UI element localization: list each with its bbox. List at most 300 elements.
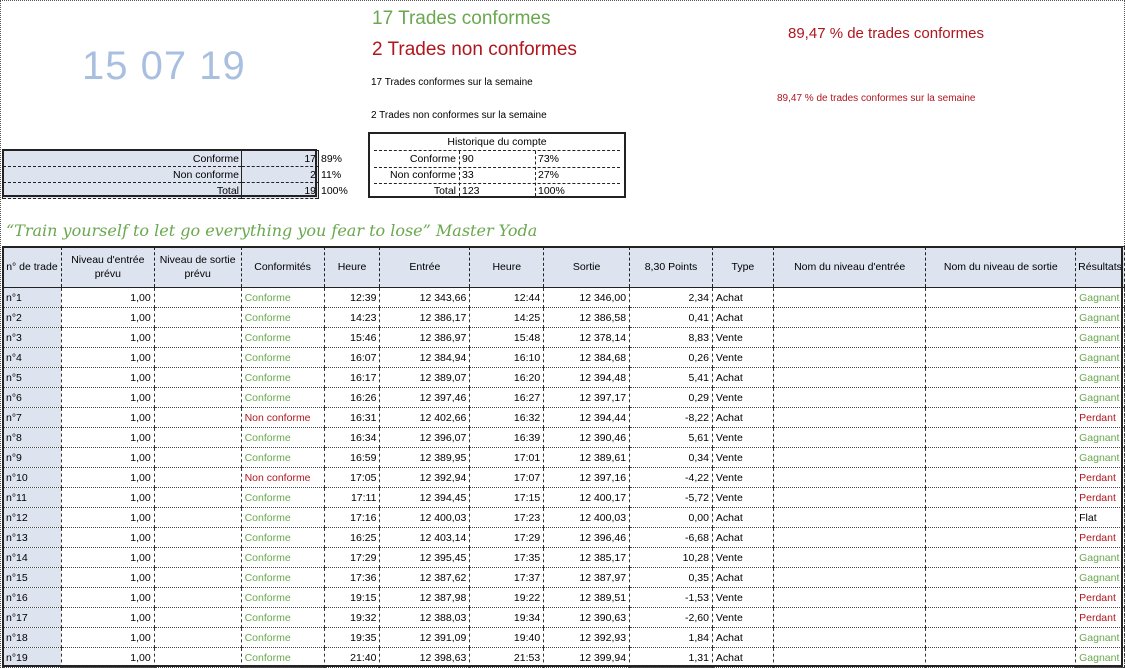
result-cell: Gagnant xyxy=(1076,288,1125,308)
exit-price-cell: 12 389,61 xyxy=(544,448,630,468)
trade-id-cell: n°4 xyxy=(3,348,62,368)
entry-price-cell: 12 387,98 xyxy=(380,588,470,608)
planned-entry-cell: 1,00 xyxy=(61,648,154,668)
column-header: Conformités xyxy=(241,247,324,288)
conformity-percent-title: 89,47 % de trades conformes xyxy=(788,25,984,42)
summary-table xyxy=(2,150,364,199)
trade-id-cell: n°5 xyxy=(3,368,62,388)
entry-level-name-cell xyxy=(773,628,926,648)
result-cell: Perdant xyxy=(1076,468,1125,488)
trade-id-cell: n°14 xyxy=(3,548,62,568)
table-row xyxy=(3,328,1125,348)
result-cell: Gagnant xyxy=(1076,388,1125,408)
result-cell: Gagnant xyxy=(1076,348,1125,368)
exit-time-cell: 21:53 xyxy=(470,648,544,668)
entry-price-cell: 12 389,95 xyxy=(380,448,470,468)
trade-type-cell: Achat xyxy=(712,308,773,328)
result-cell: Gagnant xyxy=(1076,648,1125,668)
planned-exit-cell xyxy=(154,548,241,568)
exit-level-name-cell xyxy=(926,388,1076,408)
entry-level-name-cell xyxy=(773,288,926,308)
exit-price-cell: 12 390,46 xyxy=(544,428,630,448)
exit-level-name-cell xyxy=(926,308,1076,328)
trade-id-cell: n°2 xyxy=(3,308,62,328)
trade-type-cell: Achat xyxy=(712,288,773,308)
exit-time-cell: 17:35 xyxy=(470,548,544,568)
account-history-box xyxy=(368,132,626,198)
conformity-cell: Conforme xyxy=(241,328,324,348)
planned-exit-cell xyxy=(154,528,241,548)
exit-price-cell: 12 399,94 xyxy=(544,648,630,668)
entry-time-cell: 17:29 xyxy=(324,548,380,568)
trade-type-cell: Achat xyxy=(712,368,773,388)
trade-type-cell: Achat xyxy=(712,648,773,668)
planned-exit-cell xyxy=(154,648,241,668)
session-date: 15 07 19 xyxy=(82,44,246,88)
planned-entry-cell: 1,00 xyxy=(61,568,154,588)
conformity-cell: Conforme xyxy=(241,388,324,408)
history-label: Total xyxy=(433,185,456,197)
conformity-cell: Non conforme xyxy=(241,408,324,428)
account-history-title: Historique du compte xyxy=(447,136,547,148)
history-row xyxy=(370,168,624,183)
result-cell: Gagnant xyxy=(1076,548,1125,568)
trade-id-cell: n°7 xyxy=(3,408,62,428)
column-header: Entrée xyxy=(380,247,470,288)
exit-time-cell: 19:34 xyxy=(470,608,544,628)
entry-price-cell: 12 384,94 xyxy=(380,348,470,368)
trade-type-cell: Vente xyxy=(712,548,773,568)
exit-level-name-cell xyxy=(926,588,1076,608)
entry-time-cell: 17:36 xyxy=(324,568,380,588)
trade-type-cell: Achat xyxy=(712,528,773,548)
planned-exit-cell xyxy=(154,448,241,468)
exit-time-cell: 17:37 xyxy=(470,568,544,588)
table-row xyxy=(3,548,1125,568)
trades-table-body xyxy=(3,288,1125,668)
exit-price-cell: 12 400,17 xyxy=(544,488,630,508)
trade-id-cell: n°19 xyxy=(3,648,62,668)
exit-level-name-cell xyxy=(926,528,1076,548)
exit-time-cell: 19:40 xyxy=(470,628,544,648)
exit-level-name-cell xyxy=(926,408,1076,428)
trade-id-cell: n°17 xyxy=(3,608,62,628)
entry-price-cell: 12 343,66 xyxy=(380,288,470,308)
result-cell: Perdant xyxy=(1076,528,1125,548)
history-row xyxy=(370,152,624,167)
exit-price-cell: 12 400,03 xyxy=(544,508,630,528)
exit-price-cell: 12 378,14 xyxy=(544,328,630,348)
entry-level-name-cell xyxy=(773,468,926,488)
entry-time-cell: 17:05 xyxy=(324,468,380,488)
planned-exit-cell xyxy=(154,368,241,388)
exit-level-name-cell xyxy=(926,448,1076,468)
result-cell: Perdant xyxy=(1076,608,1125,628)
result-cell: Perdant xyxy=(1076,488,1125,508)
exit-price-cell: 12 394,44 xyxy=(544,408,630,428)
entry-level-name-cell xyxy=(773,368,926,388)
entry-price-cell: 12 386,97 xyxy=(380,328,470,348)
exit-price-cell: 12 346,00 xyxy=(544,288,630,308)
table-row xyxy=(3,408,1125,428)
summary-percent: 89% xyxy=(321,152,343,165)
entry-time-cell: 12:39 xyxy=(324,288,380,308)
exit-price-cell: 12 389,51 xyxy=(544,588,630,608)
planned-entry-cell: 1,00 xyxy=(61,588,154,608)
summary-label: Non conforme xyxy=(3,167,242,183)
history-label: Conforme xyxy=(409,153,456,165)
exit-time-cell: 16:39 xyxy=(470,428,544,448)
planned-exit-cell xyxy=(154,468,241,488)
planned-entry-cell: 1,00 xyxy=(61,288,154,308)
trade-type-cell: Vente xyxy=(712,328,773,348)
entry-level-name-cell xyxy=(773,528,926,548)
exit-level-name-cell xyxy=(926,488,1076,508)
points-cell: 1,84 xyxy=(630,628,713,648)
exit-level-name-cell xyxy=(926,468,1076,488)
result-cell: Gagnant xyxy=(1076,628,1125,648)
entry-price-cell: 12 392,94 xyxy=(380,468,470,488)
entry-time-cell: 19:32 xyxy=(324,608,380,628)
planned-entry-cell: 1,00 xyxy=(61,448,154,468)
conformity-cell: Conforme xyxy=(241,428,324,448)
entry-time-cell: 16:17 xyxy=(324,368,380,388)
history-count: 33 xyxy=(462,169,474,181)
planned-entry-cell: 1,00 xyxy=(61,348,154,368)
exit-price-cell: 12 396,46 xyxy=(544,528,630,548)
planned-entry-cell: 1,00 xyxy=(61,328,154,348)
points-cell: 0,00 xyxy=(630,508,713,528)
table-row xyxy=(3,388,1125,408)
planned-entry-cell: 1,00 xyxy=(61,488,154,508)
yoda-quote: “Train yourself to let go everything you fear to lose” Master Yoda xyxy=(6,221,538,240)
entry-time-cell: 15:46 xyxy=(324,328,380,348)
points-cell: -1,53 xyxy=(630,588,713,608)
exit-time-cell: 12:44 xyxy=(470,288,544,308)
planned-exit-cell xyxy=(154,388,241,408)
trade-id-cell: n°13 xyxy=(3,528,62,548)
column-header: Résultats xyxy=(1076,247,1125,288)
summary-count: 2 xyxy=(242,167,319,183)
conformes-count-title: 17 Trades conformes xyxy=(372,8,551,29)
planned-entry-cell: 1,00 xyxy=(61,528,154,548)
table-row xyxy=(3,648,1125,668)
table-row xyxy=(3,508,1125,528)
history-count: 123 xyxy=(462,185,480,197)
planned-entry-cell: 1,00 xyxy=(61,468,154,488)
planned-exit-cell xyxy=(154,328,241,348)
conformes-week-text: 17 Trades conformes sur la semaine xyxy=(371,77,533,88)
entry-level-name-cell xyxy=(773,408,926,428)
planned-entry-cell: 1,00 xyxy=(61,608,154,628)
column-header: Type xyxy=(712,247,773,288)
result-cell: Gagnant xyxy=(1076,308,1125,328)
trade-type-cell: Vente xyxy=(712,388,773,408)
column-header: Sortie xyxy=(544,247,630,288)
summary-row xyxy=(3,167,364,183)
entry-price-cell: 12 394,45 xyxy=(380,488,470,508)
trade-id-cell: n°15 xyxy=(3,568,62,588)
points-cell: 0,26 xyxy=(630,348,713,368)
exit-level-name-cell xyxy=(926,328,1076,348)
exit-price-cell: 12 390,63 xyxy=(544,608,630,628)
planned-entry-cell: 1,00 xyxy=(61,408,154,428)
entry-time-cell: 19:35 xyxy=(324,628,380,648)
conformity-cell: Conforme xyxy=(241,308,324,328)
trade-id-cell: n°8 xyxy=(3,428,62,448)
trade-type-cell: Vente xyxy=(712,608,773,628)
planned-entry-cell: 1,00 xyxy=(61,548,154,568)
entry-level-name-cell xyxy=(773,588,926,608)
column-header: Nom du niveau de sortie xyxy=(926,247,1076,288)
trade-type-cell: Achat xyxy=(712,628,773,648)
exit-time-cell: 16:32 xyxy=(470,408,544,428)
history-label: Non conforme xyxy=(390,169,456,181)
exit-level-name-cell xyxy=(926,608,1076,628)
trade-id-cell: n°6 xyxy=(3,388,62,408)
exit-time-cell: 17:15 xyxy=(470,488,544,508)
column-header: n° de trade xyxy=(3,247,62,288)
trade-type-cell: Achat xyxy=(712,408,773,428)
entry-price-cell: 12 389,07 xyxy=(380,368,470,388)
trade-id-cell: n°18 xyxy=(3,628,62,648)
trade-id-cell: n°9 xyxy=(3,448,62,468)
column-header: Niveau d'entrée prévu xyxy=(61,247,154,288)
points-cell: 8,83 xyxy=(630,328,713,348)
exit-level-name-cell xyxy=(926,628,1076,648)
entry-level-name-cell xyxy=(773,388,926,408)
exit-time-cell: 17:07 xyxy=(470,468,544,488)
exit-level-name-cell xyxy=(926,368,1076,388)
entry-price-cell: 12 398,63 xyxy=(380,648,470,668)
exit-level-name-cell xyxy=(926,348,1076,368)
conformity-cell: Conforme xyxy=(241,568,324,588)
entry-level-name-cell xyxy=(773,648,926,668)
exit-price-cell: 12 386,58 xyxy=(544,308,630,328)
entry-price-cell: 12 397,46 xyxy=(380,388,470,408)
result-cell: Perdant xyxy=(1076,588,1125,608)
points-cell: 5,61 xyxy=(630,428,713,448)
table-row xyxy=(3,348,1125,368)
entry-price-cell: 12 387,62 xyxy=(380,568,470,588)
points-cell: 10,28 xyxy=(630,548,713,568)
exit-price-cell: 12 384,68 xyxy=(544,348,630,368)
summary-row xyxy=(3,183,364,199)
result-cell: Gagnant xyxy=(1076,368,1125,388)
entry-level-name-cell xyxy=(773,568,926,588)
non-conformes-week-text: 2 Trades non conformes sur la semaine xyxy=(371,110,547,121)
entry-time-cell: 17:11 xyxy=(324,488,380,508)
conformity-percent-week: 89,47 % de trades conformes sur la semaine xyxy=(777,93,976,104)
trade-id-cell: n°10 xyxy=(3,468,62,488)
conformity-cell: Conforme xyxy=(241,368,324,388)
trade-type-cell: Achat xyxy=(712,568,773,588)
trade-id-cell: n°3 xyxy=(3,328,62,348)
summary-count: 19 xyxy=(242,183,319,199)
planned-exit-cell xyxy=(154,308,241,328)
points-cell: 0,34 xyxy=(630,448,713,468)
points-cell: 0,35 xyxy=(630,568,713,588)
entry-price-cell: 12 388,03 xyxy=(380,608,470,628)
entry-time-cell: 16:25 xyxy=(324,528,380,548)
entry-price-cell: 12 396,07 xyxy=(380,428,470,448)
planned-entry-cell: 1,00 xyxy=(61,308,154,328)
result-cell: Flat xyxy=(1076,508,1125,528)
trade-id-cell: n°16 xyxy=(3,588,62,608)
points-cell: -5,72 xyxy=(630,488,713,508)
planned-exit-cell xyxy=(154,488,241,508)
points-cell: -8,22 xyxy=(630,408,713,428)
conformity-cell: Conforme xyxy=(241,508,324,528)
exit-level-name-cell xyxy=(926,428,1076,448)
trade-type-cell: Vente xyxy=(712,448,773,468)
conformity-cell: Conforme xyxy=(241,448,324,468)
conformity-cell: Conforme xyxy=(241,348,324,368)
table-row xyxy=(3,628,1125,648)
exit-price-cell: 12 394,48 xyxy=(544,368,630,388)
result-cell: Gagnant xyxy=(1076,428,1125,448)
entry-level-name-cell xyxy=(773,428,926,448)
exit-time-cell: 16:10 xyxy=(470,348,544,368)
conformity-cell: Conforme xyxy=(241,288,324,308)
entry-price-cell: 12 391,09 xyxy=(380,628,470,648)
entry-price-cell: 12 395,45 xyxy=(380,548,470,568)
entry-level-name-cell xyxy=(773,348,926,368)
entry-price-cell: 12 400,03 xyxy=(380,508,470,528)
conformity-cell: Conforme xyxy=(241,608,324,628)
exit-time-cell: 17:01 xyxy=(470,448,544,468)
points-cell: 0,29 xyxy=(630,388,713,408)
entry-time-cell: 21:40 xyxy=(324,648,380,668)
column-header: Heure xyxy=(324,247,380,288)
divider xyxy=(374,150,620,151)
conformity-cell: Non conforme xyxy=(241,468,324,488)
points-cell: 2,34 xyxy=(630,288,713,308)
table-header-row xyxy=(3,247,1125,288)
planned-exit-cell xyxy=(154,428,241,448)
entry-time-cell: 16:31 xyxy=(324,408,380,428)
trade-type-cell: Achat xyxy=(712,508,773,528)
trade-type-cell: Vente xyxy=(712,428,773,448)
exit-price-cell: 12 392,93 xyxy=(544,628,630,648)
exit-time-cell: 17:23 xyxy=(470,508,544,528)
summary-percent: 11% xyxy=(321,168,342,181)
summary-row xyxy=(3,151,364,167)
table-row xyxy=(3,448,1125,468)
planned-entry-cell: 1,00 xyxy=(61,388,154,408)
exit-time-cell: 16:27 xyxy=(470,388,544,408)
entry-level-name-cell xyxy=(773,548,926,568)
history-percent: 100% xyxy=(538,185,565,197)
exit-level-name-cell xyxy=(926,648,1076,668)
trade-type-cell: Vente xyxy=(712,588,773,608)
conformity-cell: Conforme xyxy=(241,548,324,568)
exit-level-name-cell xyxy=(926,508,1076,528)
planned-exit-cell xyxy=(154,508,241,528)
conformity-cell: Conforme xyxy=(241,528,324,548)
table-row xyxy=(3,368,1125,388)
history-count: 90 xyxy=(462,153,474,165)
entry-level-name-cell xyxy=(773,308,926,328)
entry-time-cell: 16:34 xyxy=(324,428,380,448)
entry-time-cell: 14:23 xyxy=(324,308,380,328)
exit-level-name-cell xyxy=(926,548,1076,568)
trade-id-cell: n°1 xyxy=(3,288,62,308)
planned-exit-cell xyxy=(154,288,241,308)
planned-entry-cell: 1,00 xyxy=(61,508,154,528)
result-cell: Perdant xyxy=(1076,408,1125,428)
table-row xyxy=(3,428,1125,448)
trade-id-cell: n°11 xyxy=(3,488,62,508)
table-row xyxy=(3,308,1125,328)
exit-time-cell: 17:29 xyxy=(470,528,544,548)
column-header: Nom du niveau d'entrée xyxy=(773,247,926,288)
planned-exit-cell xyxy=(154,348,241,368)
entry-level-name-cell xyxy=(773,608,926,628)
table-row xyxy=(3,288,1125,308)
points-cell: -4,22 xyxy=(630,468,713,488)
planned-exit-cell xyxy=(154,628,241,648)
entry-time-cell: 16:26 xyxy=(324,388,380,408)
points-cell: 1,31 xyxy=(630,648,713,668)
entry-level-name-cell xyxy=(773,508,926,528)
table-row xyxy=(3,568,1125,588)
entry-time-cell: 16:07 xyxy=(324,348,380,368)
trade-type-cell: Vente xyxy=(712,488,773,508)
planned-entry-cell: 1,00 xyxy=(61,428,154,448)
trade-id-cell: n°12 xyxy=(3,508,62,528)
points-cell: -6,68 xyxy=(630,528,713,548)
points-cell: 0,41 xyxy=(630,308,713,328)
conformity-cell: Conforme xyxy=(241,648,324,668)
summary-label: Conforme xyxy=(3,151,242,167)
planned-exit-cell xyxy=(154,408,241,428)
planned-exit-cell xyxy=(154,608,241,628)
entry-time-cell: 17:16 xyxy=(324,508,380,528)
table-row xyxy=(3,528,1125,548)
history-percent: 27% xyxy=(538,169,560,181)
trade-type-cell: Vente xyxy=(712,348,773,368)
summary-count: 17 xyxy=(242,151,319,167)
table-row xyxy=(3,468,1125,488)
points-cell: -2,60 xyxy=(630,608,713,628)
exit-time-cell: 16:20 xyxy=(470,368,544,388)
exit-time-cell: 15:48 xyxy=(470,328,544,348)
trade-type-cell: Vente xyxy=(712,468,773,488)
entry-level-name-cell xyxy=(773,328,926,348)
exit-price-cell: 12 397,16 xyxy=(544,468,630,488)
planned-exit-cell xyxy=(154,568,241,588)
planned-entry-cell: 1,00 xyxy=(61,368,154,388)
summary-label: Total xyxy=(3,183,242,199)
column-header: 8,30 Points xyxy=(630,247,713,288)
exit-level-name-cell xyxy=(926,568,1076,588)
exit-price-cell: 12 387,97 xyxy=(544,568,630,588)
result-cell: Gagnant xyxy=(1076,568,1125,588)
trades-table xyxy=(2,246,1125,668)
conformity-cell: Conforme xyxy=(241,588,324,608)
entry-price-cell: 12 386,17 xyxy=(380,308,470,328)
table-row xyxy=(3,488,1125,508)
history-percent: 73% xyxy=(538,153,560,165)
entry-price-cell: 12 402,66 xyxy=(380,408,470,428)
entry-level-name-cell xyxy=(773,448,926,468)
entry-price-cell: 12 403,14 xyxy=(380,528,470,548)
summary-percent: 100% xyxy=(321,184,348,197)
conformity-cell: Conforme xyxy=(241,488,324,508)
table-row xyxy=(3,608,1125,628)
exit-time-cell: 14:25 xyxy=(470,308,544,328)
